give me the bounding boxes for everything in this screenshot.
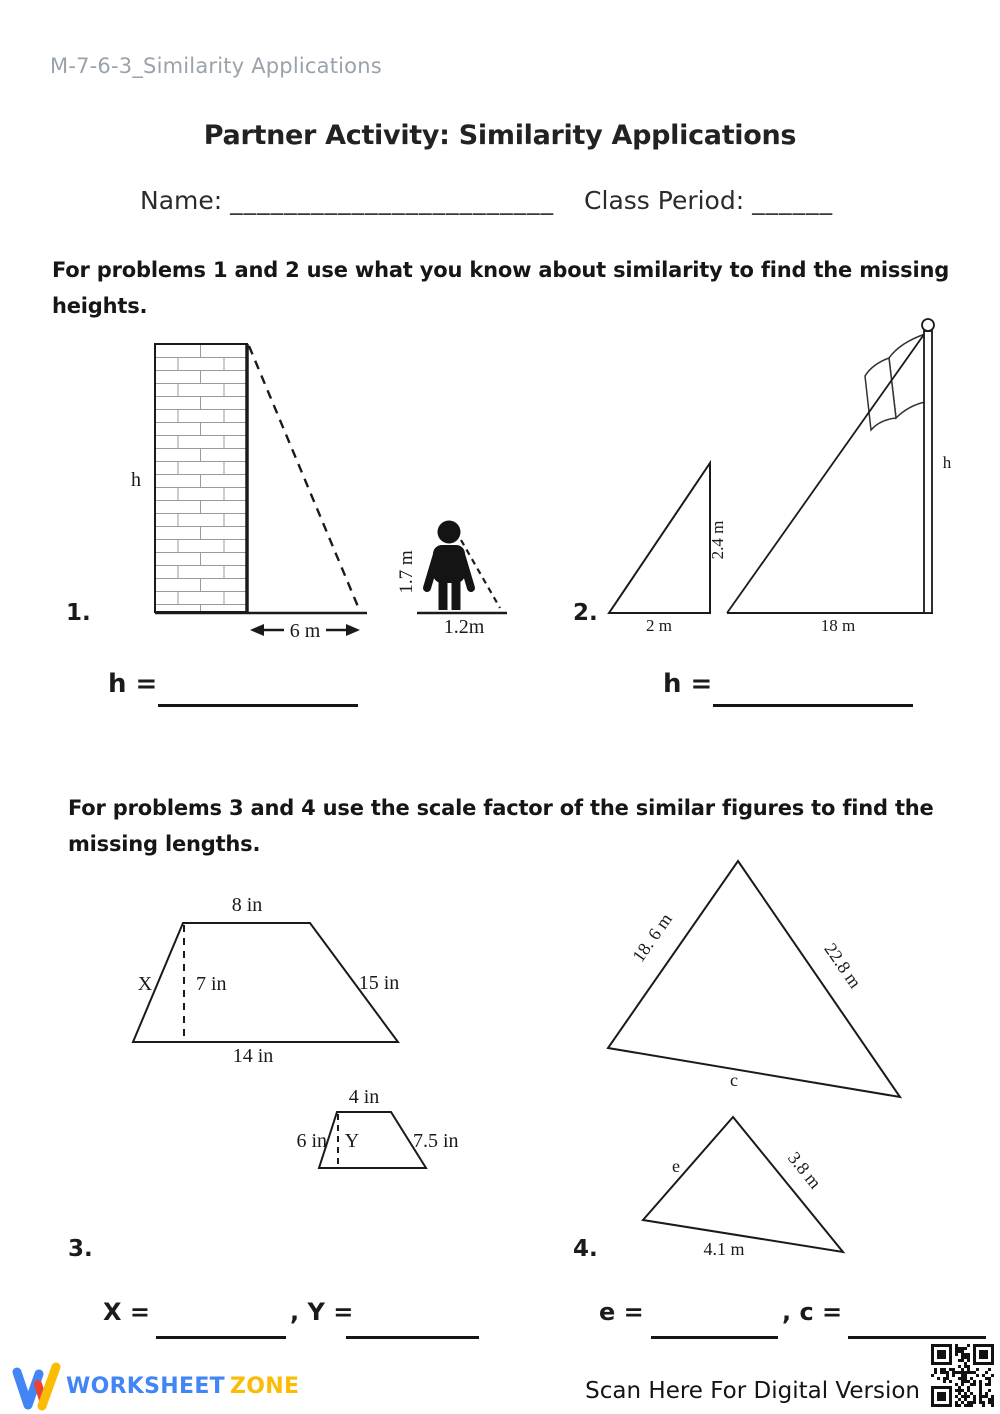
- big-trap-top-label: 8 in: [231, 894, 263, 916]
- person-height-label: 1.7 m: [396, 550, 417, 594]
- small-trap-right-label: 7.5 in: [413, 1130, 459, 1152]
- problem-4-number: 4.: [573, 1236, 598, 1262]
- big-triangle-base-label: 18 m: [820, 616, 856, 635]
- big-tri-bottom-label: c: [730, 1070, 738, 1090]
- small-triangle-height-label: 2.4 m: [708, 520, 727, 560]
- class-period-label: Class Period:: [584, 186, 745, 215]
- wall-height-label: h: [131, 469, 141, 491]
- big-tri-left-label: 18. 6 m: [628, 909, 676, 966]
- small-tri-left-label: e: [672, 1156, 680, 1176]
- big-trapezoid: [133, 923, 398, 1042]
- class-period-blank: ______: [752, 186, 834, 215]
- instructions-problems-1-2: [52, 252, 949, 324]
- page-title: Partner Activity: Similarity Applications: [203, 120, 797, 151]
- answer-label-p3-x: X =: [103, 1298, 150, 1326]
- wall-shadow-dashed-line: [249, 346, 359, 609]
- problem-2-number: 2.: [573, 600, 598, 626]
- flag: [865, 334, 925, 430]
- big-trap-right-label: 15 in: [358, 972, 400, 994]
- problem-2-diagram: [609, 319, 952, 635]
- instructions-1-line1: For problems 1 and 2 use what you know about similarity to find the missing: [52, 258, 950, 282]
- small-trap-top-label: 4 in: [348, 1086, 380, 1108]
- big-triangle-4: [608, 861, 900, 1097]
- answer-label-p4-e: e =: [599, 1298, 644, 1326]
- answer-blank-p1: [158, 704, 358, 707]
- name-blank: ________________________: [230, 186, 555, 215]
- problem-1-number: 1.: [66, 600, 91, 626]
- name-label: Name:: [140, 186, 223, 215]
- worksheetzone-w-logo[interactable]: [12, 1360, 62, 1412]
- answer-blank-p3-x: [156, 1336, 286, 1339]
- person-shadow-length-label: 1.2m: [443, 616, 485, 638]
- brick-wall: [155, 344, 247, 612]
- wall-shadow-length-label: 6 m: [289, 620, 321, 642]
- name-class-line: [140, 186, 833, 215]
- small-trap-height-label: Y: [344, 1130, 360, 1152]
- flagpole-height-label: h: [942, 453, 952, 472]
- problem-3-number: 3.: [68, 1236, 93, 1262]
- small-triangle: [609, 463, 710, 613]
- instructions-2-line2: missing lengths.: [68, 832, 261, 856]
- big-tri-right-label: 22.8 m: [820, 939, 866, 992]
- scan-instruction: Scan Here For Digital Version: [585, 1378, 920, 1404]
- document-code: M-7-6-3_Similarity Applications: [50, 54, 382, 78]
- small-triangle-base-label: 2 m: [646, 616, 672, 635]
- sight-line: [727, 333, 925, 613]
- problem-4-diagram: [608, 861, 900, 1259]
- qr-code: [929, 1342, 997, 1410]
- instructions-problems-3-4: [68, 790, 934, 862]
- big-trap-bottom-label: 14 in: [232, 1045, 274, 1067]
- brand-worksheet: WORKSHEET: [66, 1374, 225, 1399]
- answer-label-p4-c: , c =: [782, 1298, 843, 1326]
- answer-blank-p4-c: [848, 1336, 986, 1339]
- person-figure: [427, 521, 471, 611]
- flagpole: [924, 331, 932, 613]
- problem-3-diagram: [133, 894, 459, 1168]
- brand-name[interactable]: [66, 1374, 299, 1399]
- person-shadow-dashed-line: [461, 540, 500, 608]
- brand-zone: ZONE: [229, 1374, 300, 1399]
- six-m-arrow: [250, 624, 360, 636]
- answer-blank-p3-y: [346, 1336, 479, 1339]
- small-trap-left-label: 6 in: [296, 1130, 327, 1152]
- big-trap-height-label: 7 in: [196, 973, 227, 995]
- small-trapezoid: [319, 1112, 426, 1168]
- answer-blank-p2: [713, 704, 913, 707]
- instructions-1-line2: heights.: [52, 294, 148, 318]
- problem-1-diagram: [131, 344, 507, 642]
- answer-label-p1: h =: [108, 669, 158, 699]
- big-trap-left-label: X: [137, 973, 153, 995]
- instructions-2-line1: For problems 3 and 4 use the scale factor of the similar figures to find the: [68, 796, 934, 820]
- answer-blank-p4-e: [651, 1336, 778, 1339]
- small-triangle-4: [643, 1117, 843, 1252]
- answer-label-p3-y: , Y =: [290, 1298, 354, 1326]
- small-tri-right-label: 3.8 m: [783, 1147, 826, 1193]
- small-tri-bottom-label: 4.1 m: [703, 1239, 745, 1259]
- answer-label-p2: h =: [663, 669, 713, 699]
